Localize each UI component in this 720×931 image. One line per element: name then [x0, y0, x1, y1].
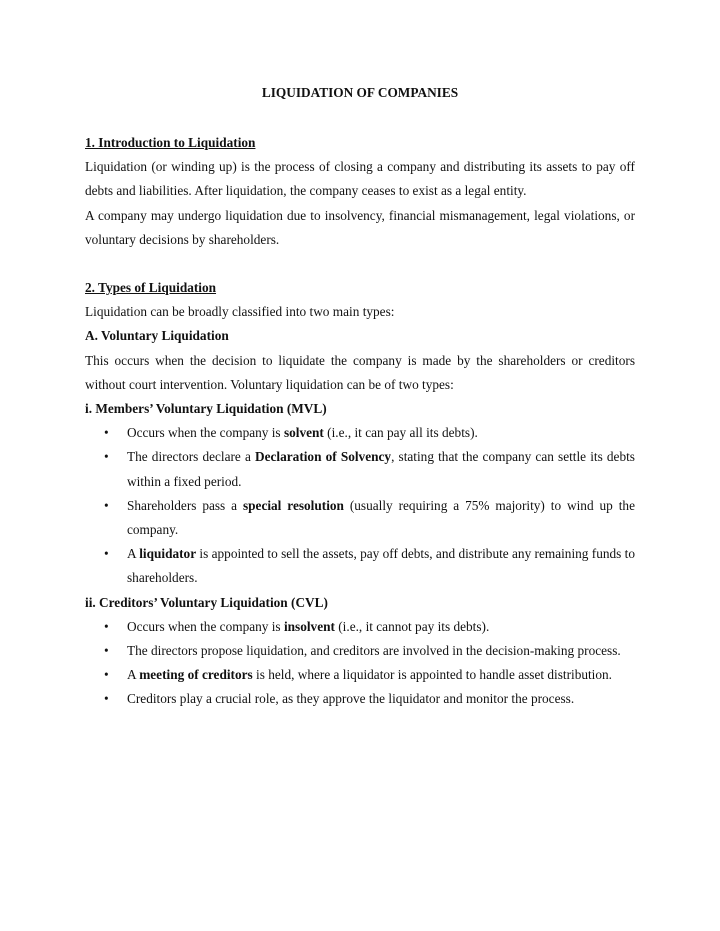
page-title: LIQUIDATION OF COMPANIES — [261, 85, 459, 100]
list-item: • A meeting of creditors is held, where a liquidator is appointed to handle asset distribution. — [85, 663, 635, 687]
list-item: • Shareholders pass a special resolution (usually requiring a 75% majority) to wind up the company. — [85, 494, 635, 542]
section-types — [85, 276, 635, 712]
bullet-icon: • — [104, 546, 109, 562]
bullet-icon: • — [104, 691, 109, 707]
list-item: • Occurs when the company is insolvent (i.e., it cannot pay its debts). — [85, 615, 635, 639]
section-heading-types: 2. Types of Liquidation — [85, 280, 217, 295]
intro-paragraph-2: A company may undergo liquidation due to insolvency, financial mismanagement, legal violations, or voluntary decisions by shareholders. — [85, 207, 635, 247]
section-heading-introduction: 1. Introduction to Liquidation — [85, 135, 256, 150]
list-item: • Creditors play a crucial role, as they approve the liquidator and monitor the process. — [85, 687, 635, 711]
list-item: • The directors propose liquidation, and creditors are involved in the decision-making process. — [85, 639, 635, 663]
bullet-icon: • — [104, 449, 109, 465]
cvl-bullet-list — [85, 615, 635, 712]
list-item: • Occurs when the company is solvent (i.e., it can pay all its debts). — [85, 421, 635, 445]
mvl-bullet-list — [85, 421, 635, 590]
bullet-icon: • — [104, 667, 109, 683]
list-item: • The directors declare a Declaration of Solvency, stating that the company can settle its debts within a fixed period. — [85, 445, 635, 493]
list-item: • A liquidator is appointed to sell the assets, pay off debts, and distribute any remaining funds to shareholders. — [85, 542, 635, 590]
bullet-icon: • — [104, 618, 109, 634]
section-introduction — [85, 131, 635, 252]
voluntary-liquidation-text: This occurs when the decision to liquidate the company is made by the shareholders or creditors without court intervention. Voluntary liquidation can be of two types: — [85, 352, 635, 392]
types-intro-text: Liquidation can be broadly classified into two main types: — [85, 304, 395, 320]
subheading-voluntary-liquidation: A. Voluntary Liquidation — [85, 328, 229, 344]
subheading-mvl: i. Members’ Voluntary Liquidation (MVL) — [85, 401, 327, 417]
bullet-icon: • — [104, 643, 109, 659]
bullet-icon: • — [104, 497, 109, 513]
bullet-icon: • — [104, 425, 109, 441]
intro-paragraph-1: Liquidation (or winding up) is the process of closing a company and distributing its assets to pay off debts and liabilities. After liquidation, the company ceases to exist as a legal entity. — [85, 159, 635, 199]
subheading-cvl: ii. Creditors’ Voluntary Liquidation (CVL) — [85, 594, 328, 610]
